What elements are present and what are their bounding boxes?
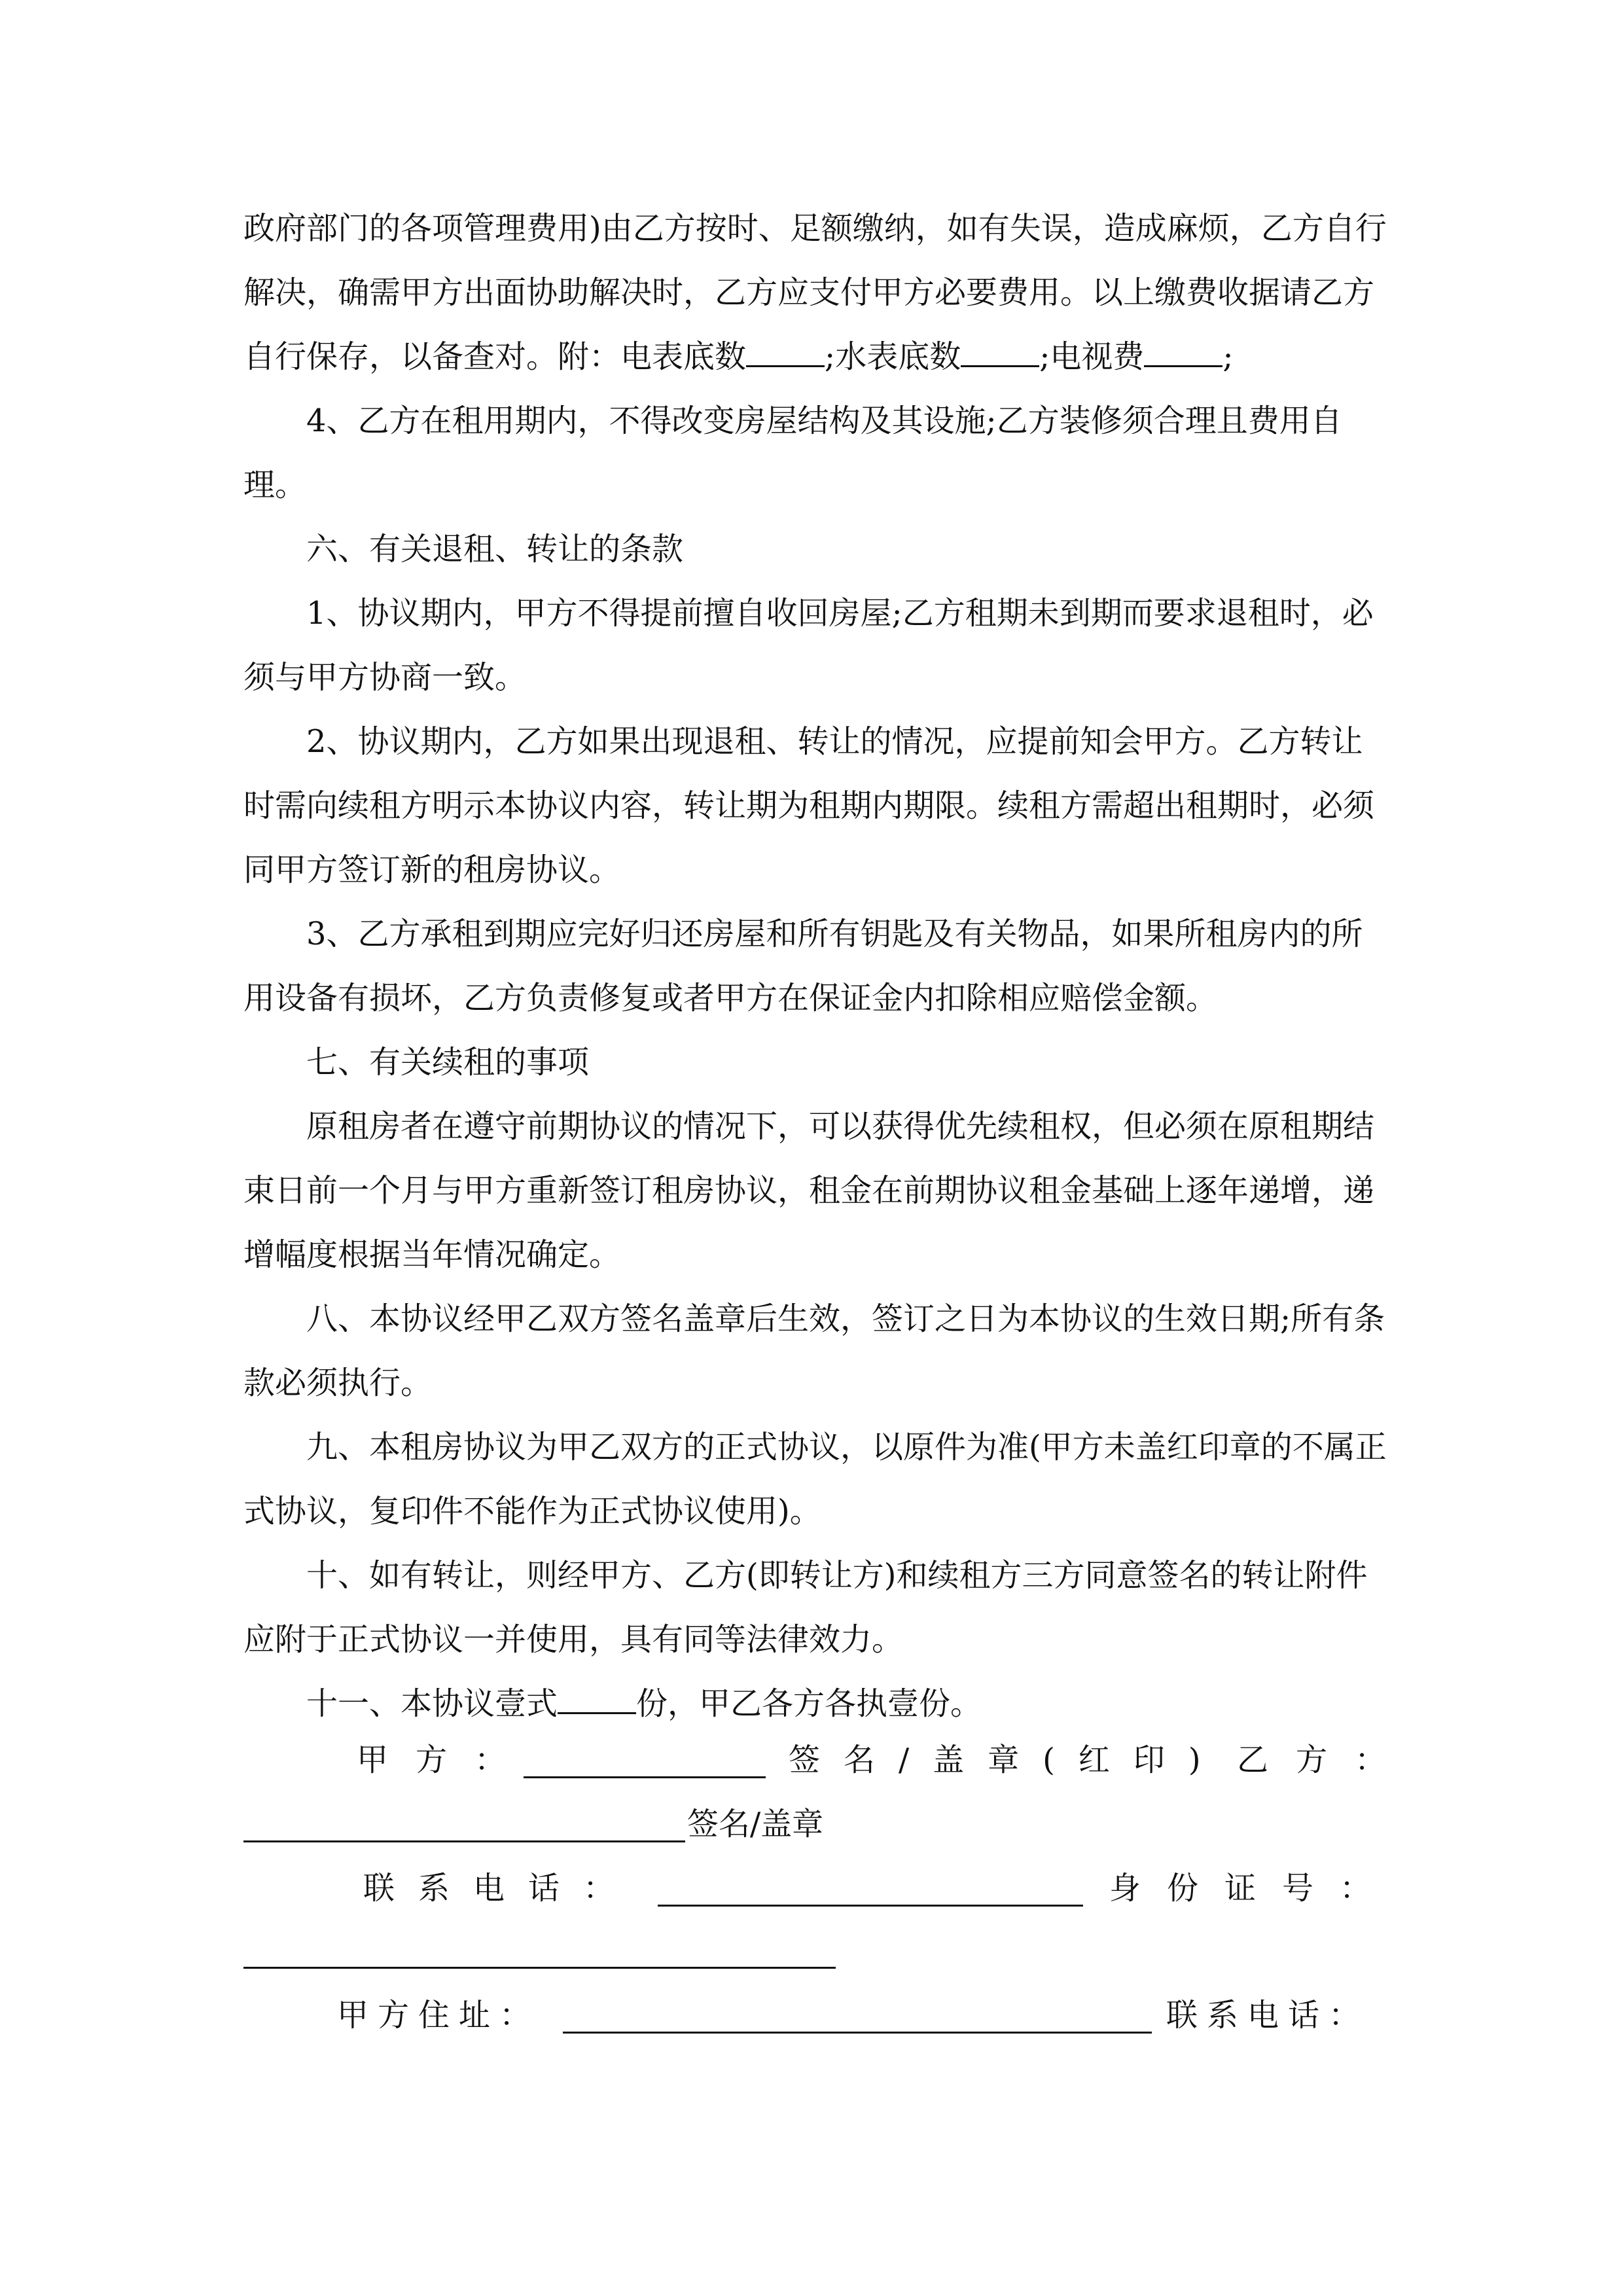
phone-label-2: 联系电话： xyxy=(1166,1997,1370,2034)
paragraph-11 xyxy=(243,1672,1390,1736)
paragraph-fees xyxy=(243,196,1390,389)
paragraph-6-1: 1、协议期内，甲方不得提前擅自收回房屋;乙方租期未到期而要求退租时，必须与甲方协商一致。 xyxy=(243,595,1374,696)
water-label: ;水表底数 xyxy=(825,338,961,375)
paragraph-4: 4、乙方在租用期内，不得改变房屋结构及其设施;乙方装修须合理且费用自理。 xyxy=(243,403,1342,503)
party-a-address-line xyxy=(563,2032,1152,2034)
paragraph-9: 九、本租房协议为甲乙双方的正式协议，以原件为准(甲方未盖红印章的不属正式协议，复印件不能作为正式协议使用)。 xyxy=(243,1429,1387,1530)
copies-blank xyxy=(558,1684,636,1714)
sign-seal-red-label: 签名/盖章(红印) xyxy=(789,1742,1224,1778)
phone-line xyxy=(658,1905,1083,1907)
water-blank xyxy=(961,337,1039,367)
id-number-label: 身份证号： xyxy=(1109,1870,1398,1907)
paragraph-6-2: 2、协议期内，乙方如果出现退租、转让的情况，应提前知会甲方。乙方转让时需向续租方明示本协议内容，转让期为租期内期限。续租方需超出租期时，必须同甲方签订新的租房协议。 xyxy=(243,723,1375,888)
copies-label: 十一、本协议壹式 xyxy=(306,1685,558,1722)
party-a-signature-line xyxy=(524,1776,766,1778)
electricity-blank xyxy=(746,337,825,367)
party-a-address-label: 甲方住址： xyxy=(337,1997,541,2034)
party-b-signature-line xyxy=(243,1840,685,1842)
paragraph-6-3: 3、乙方承租到期应完好归还房屋和所有钥匙及有关物品，如果所租房内的所用设备有损坏，乙方负责修复或者甲方在保证金内扣除相应赔偿金额。 xyxy=(243,916,1363,1016)
phone-label: 联系电话： xyxy=(363,1870,639,1907)
paragraph-10: 十、如有转让，则经甲方、乙方(即转让方)和续租方三方同意签名的转让附件应附于正式协议一并使用，具有同等法律效力。 xyxy=(243,1557,1368,1658)
paragraph-7: 原租房者在遵守前期协议的情况下，可以获得优先续租权，但必须在原租期结束日前一个月与甲方重新签订租房协议，租金在前期协议租金基础上逐年递增，递增幅度根据当年情况确定。 xyxy=(243,1108,1375,1273)
paragraph-8: 八、本协议经甲乙双方签名盖章后生效，签订之日为本协议的生效日期;所有条款必须执行。 xyxy=(243,1300,1385,1401)
fees-end: ; xyxy=(1222,338,1234,375)
sign-seal-label: 签名/盖章 xyxy=(687,1806,824,1842)
tv-label: ;电视费 xyxy=(1039,338,1145,375)
heading-section-6: 六、有关退租、转让的条款 xyxy=(306,531,684,567)
heading-section-7: 七、有关续租的事项 xyxy=(306,1044,590,1081)
copies-tail: 份，甲乙各方各执壹份。 xyxy=(636,1685,982,1722)
party-a-label: 甲方： xyxy=(357,1742,534,1778)
tv-blank xyxy=(1144,337,1222,367)
party-b-label: 乙方： xyxy=(1237,1742,1414,1778)
id-number-line xyxy=(243,1967,836,1969)
fees-text: 政府部门的各项管理费用)由乙方按时、足额缴纳，如有失误，造成麻烦，乙方自行解决，确需甲方出面协助解决时，乙方应支付甲方必要费用。以上缴费收据请乙方自行保存，以备查对。附：电表底数 xyxy=(243,210,1387,375)
